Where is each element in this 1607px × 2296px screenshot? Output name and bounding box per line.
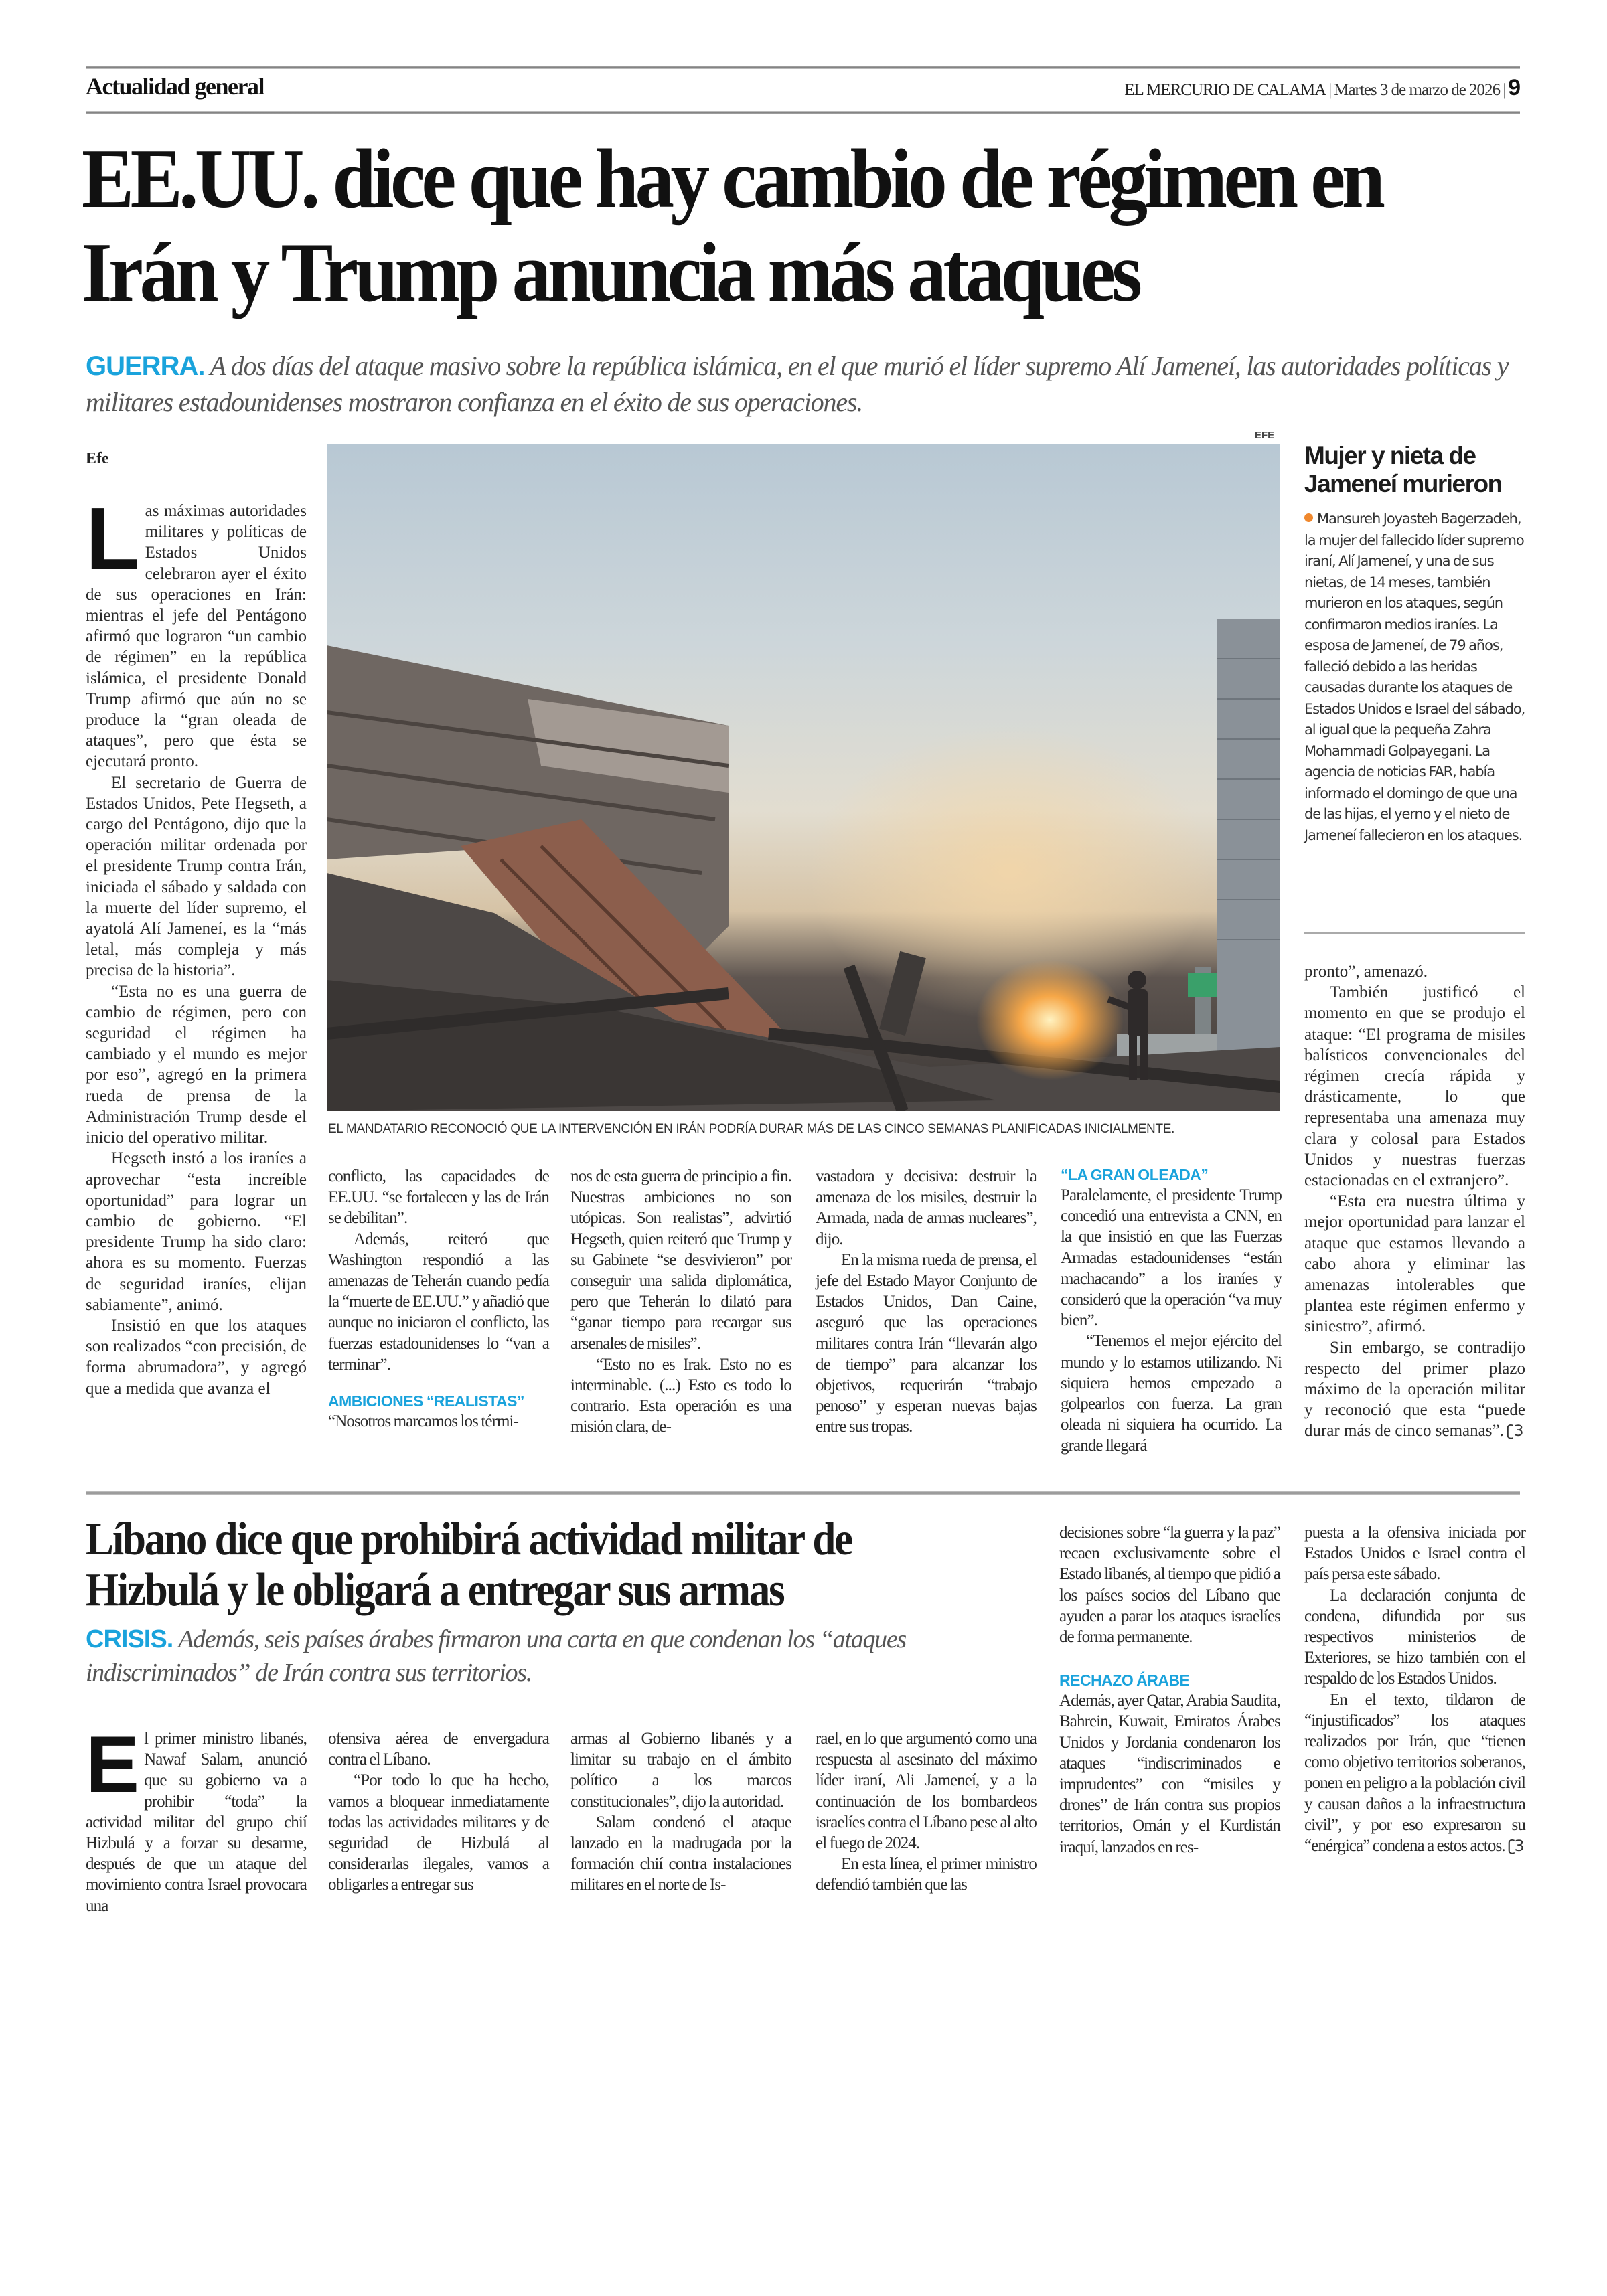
paragraph-text: En el texto, tildaron de “injustificados” los ataques realizados por Irán, que “tienen como objetivo territorios soberanos, ponen en peligro a la población civil y causan daños a la infraestructura civil”, y por eso expresaron su “enérgica” condena a estos actos. bbox=[1304, 1690, 1525, 1856]
paragraph: Además, ayer Qatar, Arabia Saudita, Bahrein, Kuwait, Emiratos Árabes Unidos y Jordania condenaron los ataques “indiscriminados e imprudentes” con “misiles y drones” de Irán contra sus propios territorios, Omán y el Kurdistán iraquí, lanzados en res- bbox=[1059, 1692, 1280, 1856]
paragraph: “Por todo lo que ha hecho, vamos a bloquear inmediatamente todas las actividades militares y de seguridad de Hizbulá al considerarlas ilegales, vamos a obligarles a entregar sus bbox=[328, 1771, 549, 1894]
paragraph: “Nosotros marcamos los térmi- bbox=[328, 1412, 519, 1431]
paragraph: Hegseth instó a los iraníes a aprovechar “esta increíble oportunidad” para lograr un cambio de gobierno. “El presidente Trump ha sido claro: ahora es su momento. Fuerzas de seguridad iraníes, elijan sabiamente”, animó. bbox=[86, 1149, 307, 1314]
second-column-5 bbox=[1059, 1522, 1280, 1858]
deck-text: A dos días del ataque masivo sobre la república islámica, en el que murió el líder supremo Alí Jameneí, las autoridades políticas y militares estadounidenses mostraron confianza en el éxito de sus operaciones. bbox=[86, 351, 1509, 417]
paragraph: l primer ministro libanés, Nawaf Salam, anunció que su gobierno va a prohibir “toda” la actividad militar del grupo chií Hizbulá y a forzar su desarme, después de que un ataque del movimiento contra Israel provocara una bbox=[86, 1730, 307, 1915]
second-column-1 bbox=[86, 1720, 307, 1916]
deck-text: Además, seis países árabes firmaron una carta en que condenan los “ataques indiscriminados” de Irán contra sus territorios. bbox=[86, 1625, 906, 1687]
paragraph: decisiones sobre “la guerra y la paz” recaen exclusivamente sobre el Estado libanés, al tiempo que pidió a los países socios del Líbano que ayuden a parar los ataques israelíes de forma permanente. bbox=[1059, 1524, 1280, 1647]
subhead-ambiciones: AMBICIONES “REALISTAS” bbox=[328, 1392, 524, 1410]
fire bbox=[976, 960, 1124, 1080]
paragraph: “Esto no es Irak. Esto no es interminable. (...) Esto es todo lo contrario. Esta operación es una misión clara, de- bbox=[570, 1355, 791, 1437]
paragraph: El secretario de Guerra de Estados Unidos, Pete Hegseth, a cargo del Pentágono, dijo que la operación militar ordenada por el presidente Trump contra Irán, iniciada el sábado y saldada con la muerte del líder supremo, el ayatolá Alí Jameneí, es la “más letal, más compleja y más precisa de la historia”. bbox=[86, 773, 307, 980]
paragraph: conflicto, las capacidades de EE.UU. “se fortalecen y las de Irán se debilitan”. bbox=[328, 1167, 549, 1228]
sidebar-divider bbox=[1304, 932, 1525, 934]
news-photo bbox=[327, 444, 1280, 1111]
subhead-rechazo-arabe: RECHAZO ÁRABE bbox=[1059, 1671, 1190, 1690]
photo-caption: EL MANDATARIO RECONOCIÓ QUE LA INTERVENCIÓN EN IRÁN PODRÍA DURAR MÁS DE LAS CINCO SEMANAS PLANIFICADAS INICIALMENTE. bbox=[328, 1122, 1175, 1136]
sidebar-body bbox=[1304, 509, 1525, 846]
right-tower bbox=[1217, 619, 1280, 1111]
end-of-article-icon: ʗЗ bbox=[1507, 1838, 1524, 1856]
sidebar-text: Mansureh Joyasteh Bagerzadeh, la mujer del fallecido líder supremo iraní, Alí Jameneí, y una de sus nietas, de 14 meses, también murieron en los ataques, según confirmaron medios iraníes. La esposa de Jameneí, de 79 años, falleció debido a las heridas causadas durante los ataques de Estados Unidos e Israel del sábado, al igual que la pequeña Zahra Mohammadi Golpayegani. La agencia de noticias FAR, había informado el domingo de que una de las hijas, el yerno y el nieto de Jameneí fallecieron en los ataques. bbox=[1304, 511, 1525, 843]
second-column-6 bbox=[1304, 1522, 1525, 1857]
article-divider bbox=[86, 1491, 1520, 1495]
second-deck bbox=[86, 1623, 1050, 1690]
sidebar-title: Mujer y nieta de Jameneí murieron bbox=[1304, 442, 1502, 497]
publication-name: EL MERCURIO DE CALAMA bbox=[1124, 81, 1326, 99]
main-column-4 bbox=[816, 1166, 1037, 1438]
main-headline: EE.UU. dice que hay cambio de régimen en Irán y Trump anuncia más ataques bbox=[82, 133, 1382, 319]
paragraph: rael, en lo que argumentó como una respuesta al asesinato del máximo líder iraní, Ali Jameneí, y a la continuación de los bombardeos israelíes contra el Líbano pese al alto el fuego de 2024. bbox=[816, 1730, 1037, 1853]
bullet-icon bbox=[1304, 513, 1313, 522]
deck-label: GUERRA. bbox=[86, 351, 205, 381]
top-rule bbox=[86, 66, 1520, 69]
paragraph: puesta a la ofensiva iniciada por Estados Unidos e Israel contra el país persa este sábado. bbox=[1304, 1524, 1525, 1584]
paragraph: Salam condenó el ataque lanzado en la madrugada por la formación chií contra instalaciones militares en el norte de Is- bbox=[570, 1813, 791, 1894]
deck-label: CRISIS. bbox=[86, 1625, 173, 1653]
paragraph: ofensiva aérea de envergadura contra el Líbano. bbox=[328, 1730, 549, 1769]
subhead-gran-oleada: “LA GRAN OLEADA” bbox=[1061, 1166, 1209, 1183]
second-column-4 bbox=[816, 1728, 1037, 1896]
main-deck bbox=[86, 348, 1532, 420]
masthead: EL MERCURIO DE CALAMA | Martes 3 de marzo de 2026 | 9 bbox=[1124, 75, 1520, 100]
header-bottom-rule bbox=[86, 111, 1520, 114]
paragraph: “Esta era nuestra última y mejor oportunidad para lanzar el ataque que estamos llevando a cabo ahora y eliminar las amenazas intolerables que plantea este régimen enfermo y siniestro”, afirmó. bbox=[1304, 1192, 1525, 1336]
main-column-6 bbox=[1304, 961, 1525, 1443]
paragraph: as máximas autoridades militares y políticas de Estados Unidos celebraron ayer el éxito de sus operaciones en Irán: mientras el jefe del Pentágono afirmó que lograron “un cambio de régimen” en la república islámica, el presidente Donald Trump afirmó que aún no se produce la “gran oleada de ataques”, pero que ésta se ejecutará pronto. bbox=[86, 502, 307, 771]
photo-credit: EFE bbox=[1255, 430, 1275, 441]
paragraph: “Esta no es una guerra de cambio de régimen, pero con seguridad el régimen ha cambiado y el mundo es mejor por eso”, agregó en la primera rueda de prensa de la Administración Trump desde el inicio del operativo militar. bbox=[86, 982, 307, 1147]
paragraph bbox=[1304, 1690, 1525, 1858]
paragraph-text: Sin embargo, se contradijo respecto del primer plazo máximo de la operación militar y reconoció que esta “puede durar más de cinco semanas”. bbox=[1304, 1338, 1525, 1441]
issue-date: Martes 3 de marzo de 2026 bbox=[1334, 81, 1501, 99]
drop-cap: E bbox=[86, 1720, 139, 1809]
main-column-1 bbox=[86, 489, 307, 1399]
paragraph: La declaración conjunta de condena, difundida por sus respectivos ministerios de Exteriores, se hizo también con el respaldo de los Estados Unidos. bbox=[1304, 1586, 1525, 1688]
paragraph: armas al Gobierno libanés y a limitar su trabajo en el ámbito político a los marcos constitucionales”, dijo la autoridad. bbox=[570, 1730, 791, 1811]
paragraph: nos de esta guerra de principio a fin. Nuestras ambiciones no son utópicas. Son realistas”, advirtió Hegseth, quien reiteró que Trump y su Gabinete “se desvivieron” por conseguir una salida diplomática, pero que Teherán lo dilató para “ganar tiempo para recargar sus arsenales de misiles”. bbox=[570, 1167, 791, 1353]
main-column-3 bbox=[570, 1166, 791, 1438]
paragraph: “Tenemos el mejor ejército del mundo y lo estamos utilizando. Ni siquiera hemos empezado a golpearlos con fuerza. La gran oleada ni siquiera ha ocurrido. La grande llegará bbox=[1061, 1332, 1282, 1455]
second-column-2 bbox=[328, 1728, 549, 1896]
minaret-green-light bbox=[1188, 973, 1217, 997]
second-headline: Líbano dice que prohibirá actividad militar de Hizbulá y le obligará a entregar sus armas bbox=[86, 1513, 852, 1616]
byline: Efe bbox=[86, 450, 109, 467]
section-name: Actualidad general bbox=[86, 73, 264, 100]
end-of-article-icon: ʗЗ bbox=[1506, 1423, 1524, 1441]
page-number: 9 bbox=[1508, 75, 1520, 100]
drop-cap: L bbox=[86, 489, 140, 588]
paragraph: En la misma rueda de prensa, el jefe del Estado Mayor Conjunto de Estados Unidos, Dan Caine, aseguró que las operaciones militares contra Irán “llevarán algo de tiempo” para alcanzar los objetivos, requerirán “trabajo penoso” y esperan nuevas bajas entre sus tropas. bbox=[816, 1250, 1037, 1437]
main-column-2 bbox=[328, 1166, 549, 1432]
paragraph: Paralelamente, el presidente Trump concedió una entrevista a CNN, en la que insistió en que las Fuerzas Armadas estadounidenses “están machacando” a los iraníes y consideró que la operación “va muy bien”. bbox=[1061, 1186, 1282, 1330]
rubble-scene-illustration bbox=[327, 444, 1280, 1111]
paragraph: En esta línea, el primer ministro defendió también que las bbox=[816, 1855, 1037, 1894]
paragraph: Además, reiteró que Washington respondió a las amenazas de Teherán cuando pedía la “muerte de EE.UU.” y añadió que aunque no iniciaron el conflicto, las fuerzas estadounidenses lo “van a terminar”. bbox=[328, 1230, 549, 1374]
paragraph: vastadora y decisiva: destruir la amenaza de los misiles, destruir la Armada, nada de armas nucleares”, dijo. bbox=[816, 1167, 1037, 1248]
paragraph bbox=[1304, 1337, 1525, 1443]
paragraph: Insistió en que los ataques son realizados “con precisión, de forma abrumadora”, y agregó que a medida que avanza el bbox=[86, 1316, 307, 1398]
main-column-5 bbox=[1061, 1149, 1282, 1457]
second-column-3 bbox=[570, 1728, 791, 1896]
paragraph: pronto”, amenazó. bbox=[1304, 963, 1428, 981]
paragraph: También justificó el momento en que se produjo el ataque: “El programa de misiles balísticos convencionales del régimen crecía rápida y drásticamente, lo que representaba una amenaza muy clara y colosal para Estados Unidos y nuestras fuerzas estacionadas en el extranjero”. bbox=[1304, 983, 1525, 1190]
